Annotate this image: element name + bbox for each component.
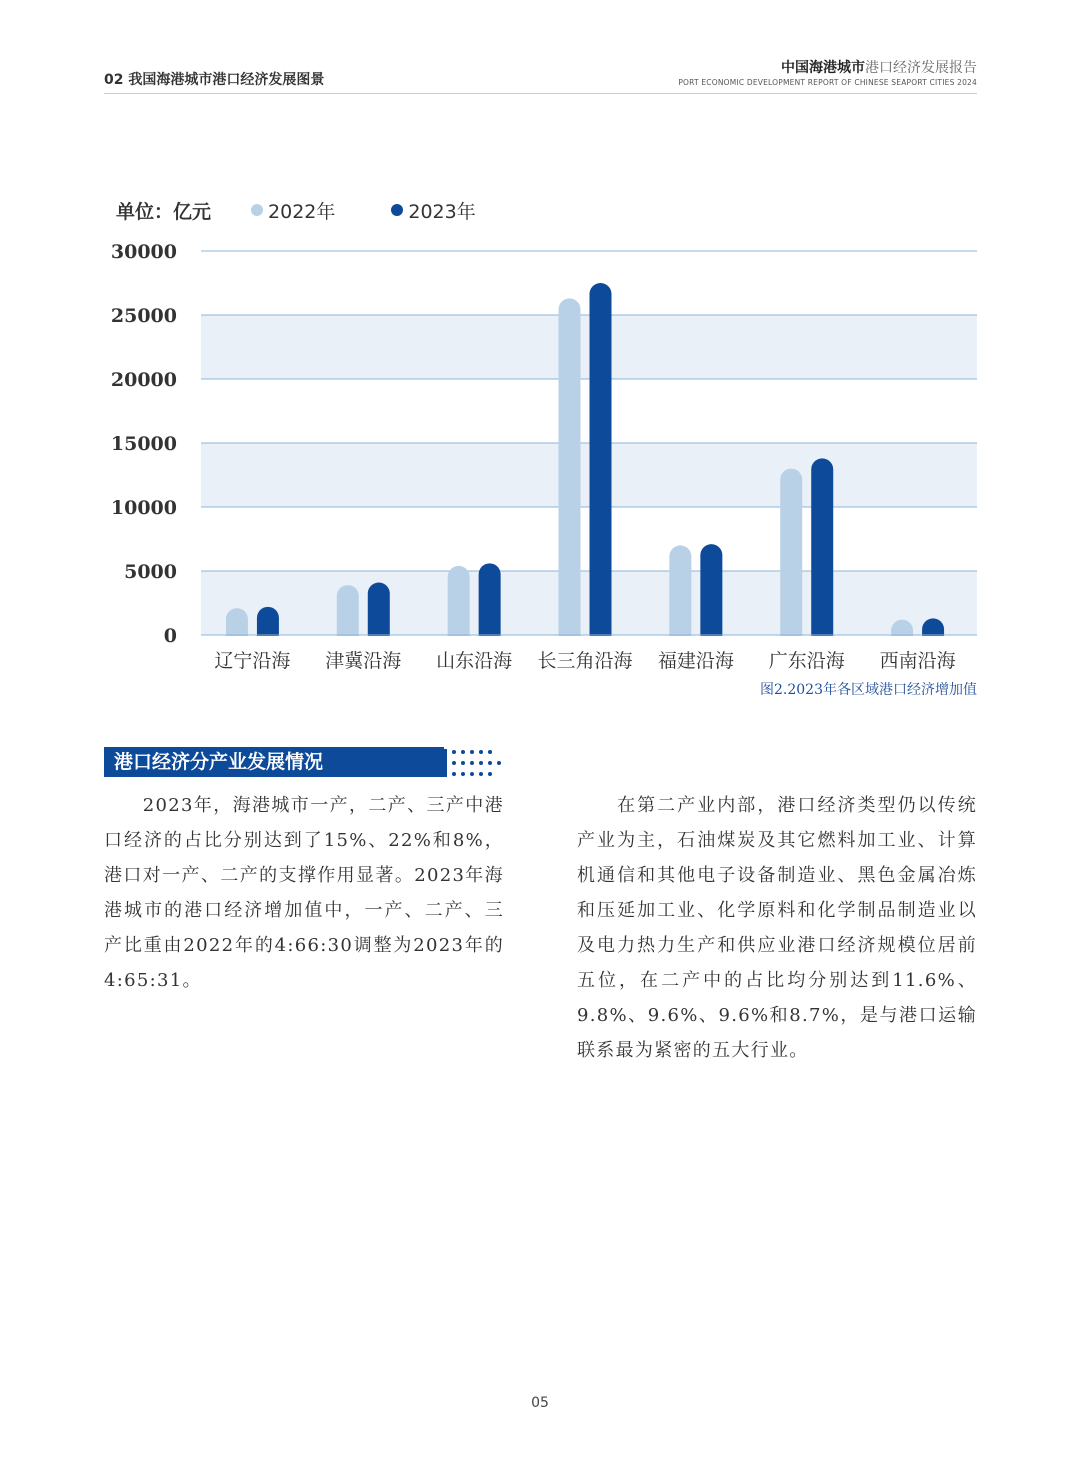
bar-chart bbox=[0, 0, 1080, 720]
legend-item-2022 bbox=[251, 197, 335, 224]
report-subtitle: PORT ECONOMIC DEVELOPMENT REPORT OF CHINESE SEAPORT CITIES 2024 bbox=[678, 78, 977, 87]
x-tick-label: 广东沿海 bbox=[768, 650, 845, 672]
bar-2022 bbox=[780, 469, 802, 646]
y-tick-label: 25000 bbox=[110, 305, 177, 327]
x-tick-label: 福建沿海 bbox=[657, 650, 734, 672]
paragraph-left: 2023年，海港城市一产，二产、三产中港口经济的占比分别达到了15%、22%和8%，港口对一产、二产的支撑作用显著。2023年海港城市的港口经济增加值中，一产、二产、三产比重由2022年的4:66:30调整为2023年的4:65:31。 bbox=[104, 795, 504, 991]
bar-2022 bbox=[669, 545, 691, 646]
page-number: 05 bbox=[531, 1395, 549, 1411]
bar-2022 bbox=[448, 566, 470, 646]
legend-dot-2023 bbox=[391, 204, 403, 216]
y-tick-label: 20000 bbox=[110, 369, 177, 391]
y-tick-label: 5000 bbox=[124, 561, 177, 583]
y-tick-label: 30000 bbox=[110, 241, 177, 263]
x-tick-label: 西南沿海 bbox=[879, 650, 956, 672]
chart-band bbox=[201, 443, 977, 507]
baseline-mask bbox=[201, 636, 977, 648]
chart-caption: 图2.2023年各区域港口经济增加值 bbox=[760, 682, 977, 698]
y-tick-label: 0 bbox=[163, 625, 177, 647]
section-title: 港口经济分产业发展情况 bbox=[104, 747, 444, 777]
chart-legend bbox=[116, 196, 532, 224]
bar-2022 bbox=[559, 298, 581, 646]
bar-2023 bbox=[700, 544, 722, 646]
x-tick-label: 长三角沿海 bbox=[537, 650, 633, 672]
y-tick-label: 15000 bbox=[110, 433, 177, 455]
report-title-bold: 中国海港城市 bbox=[781, 60, 865, 76]
bar-2023 bbox=[479, 563, 501, 646]
legend-item-2023 bbox=[391, 197, 475, 224]
bar-2023 bbox=[811, 458, 833, 646]
chart-band bbox=[201, 571, 977, 635]
y-tick-label: 10000 bbox=[110, 497, 177, 519]
legend-label-2023: 2023年 bbox=[408, 200, 476, 223]
bar-2023 bbox=[590, 283, 612, 646]
section-header: 02 我国海港城市港口经济发展图景 bbox=[104, 72, 325, 88]
x-tick-label: 辽宁沿海 bbox=[214, 650, 291, 672]
x-tick-label: 山东沿海 bbox=[436, 650, 513, 672]
legend-label-2022: 2022年 bbox=[268, 200, 336, 223]
paragraph-right: 在第二产业内部，港口经济类型仍以传统产业为主，石油煤炭及其它燃料加工业、计算机通信和其他电子设备制造业、黑色金属冶炼和压延加工业、化学原料和化学制品制造业以及电力热力生产和供应业港口经济规模位居前五位，在二产中的占比均分别达到11.6%、9.8%、9.6%、9.6%和8.7%，是与港口运输联系最为紧密的五大行业。 bbox=[577, 795, 977, 1061]
chart-band bbox=[201, 315, 977, 379]
decorative-dots bbox=[441, 747, 503, 779]
x-tick-label: 津冀沿海 bbox=[325, 650, 402, 672]
report-title-rest: 港口经济发展报告 bbox=[865, 60, 977, 76]
unit-label: 单位：亿元 bbox=[116, 200, 212, 223]
legend-dot-2022 bbox=[251, 204, 263, 216]
